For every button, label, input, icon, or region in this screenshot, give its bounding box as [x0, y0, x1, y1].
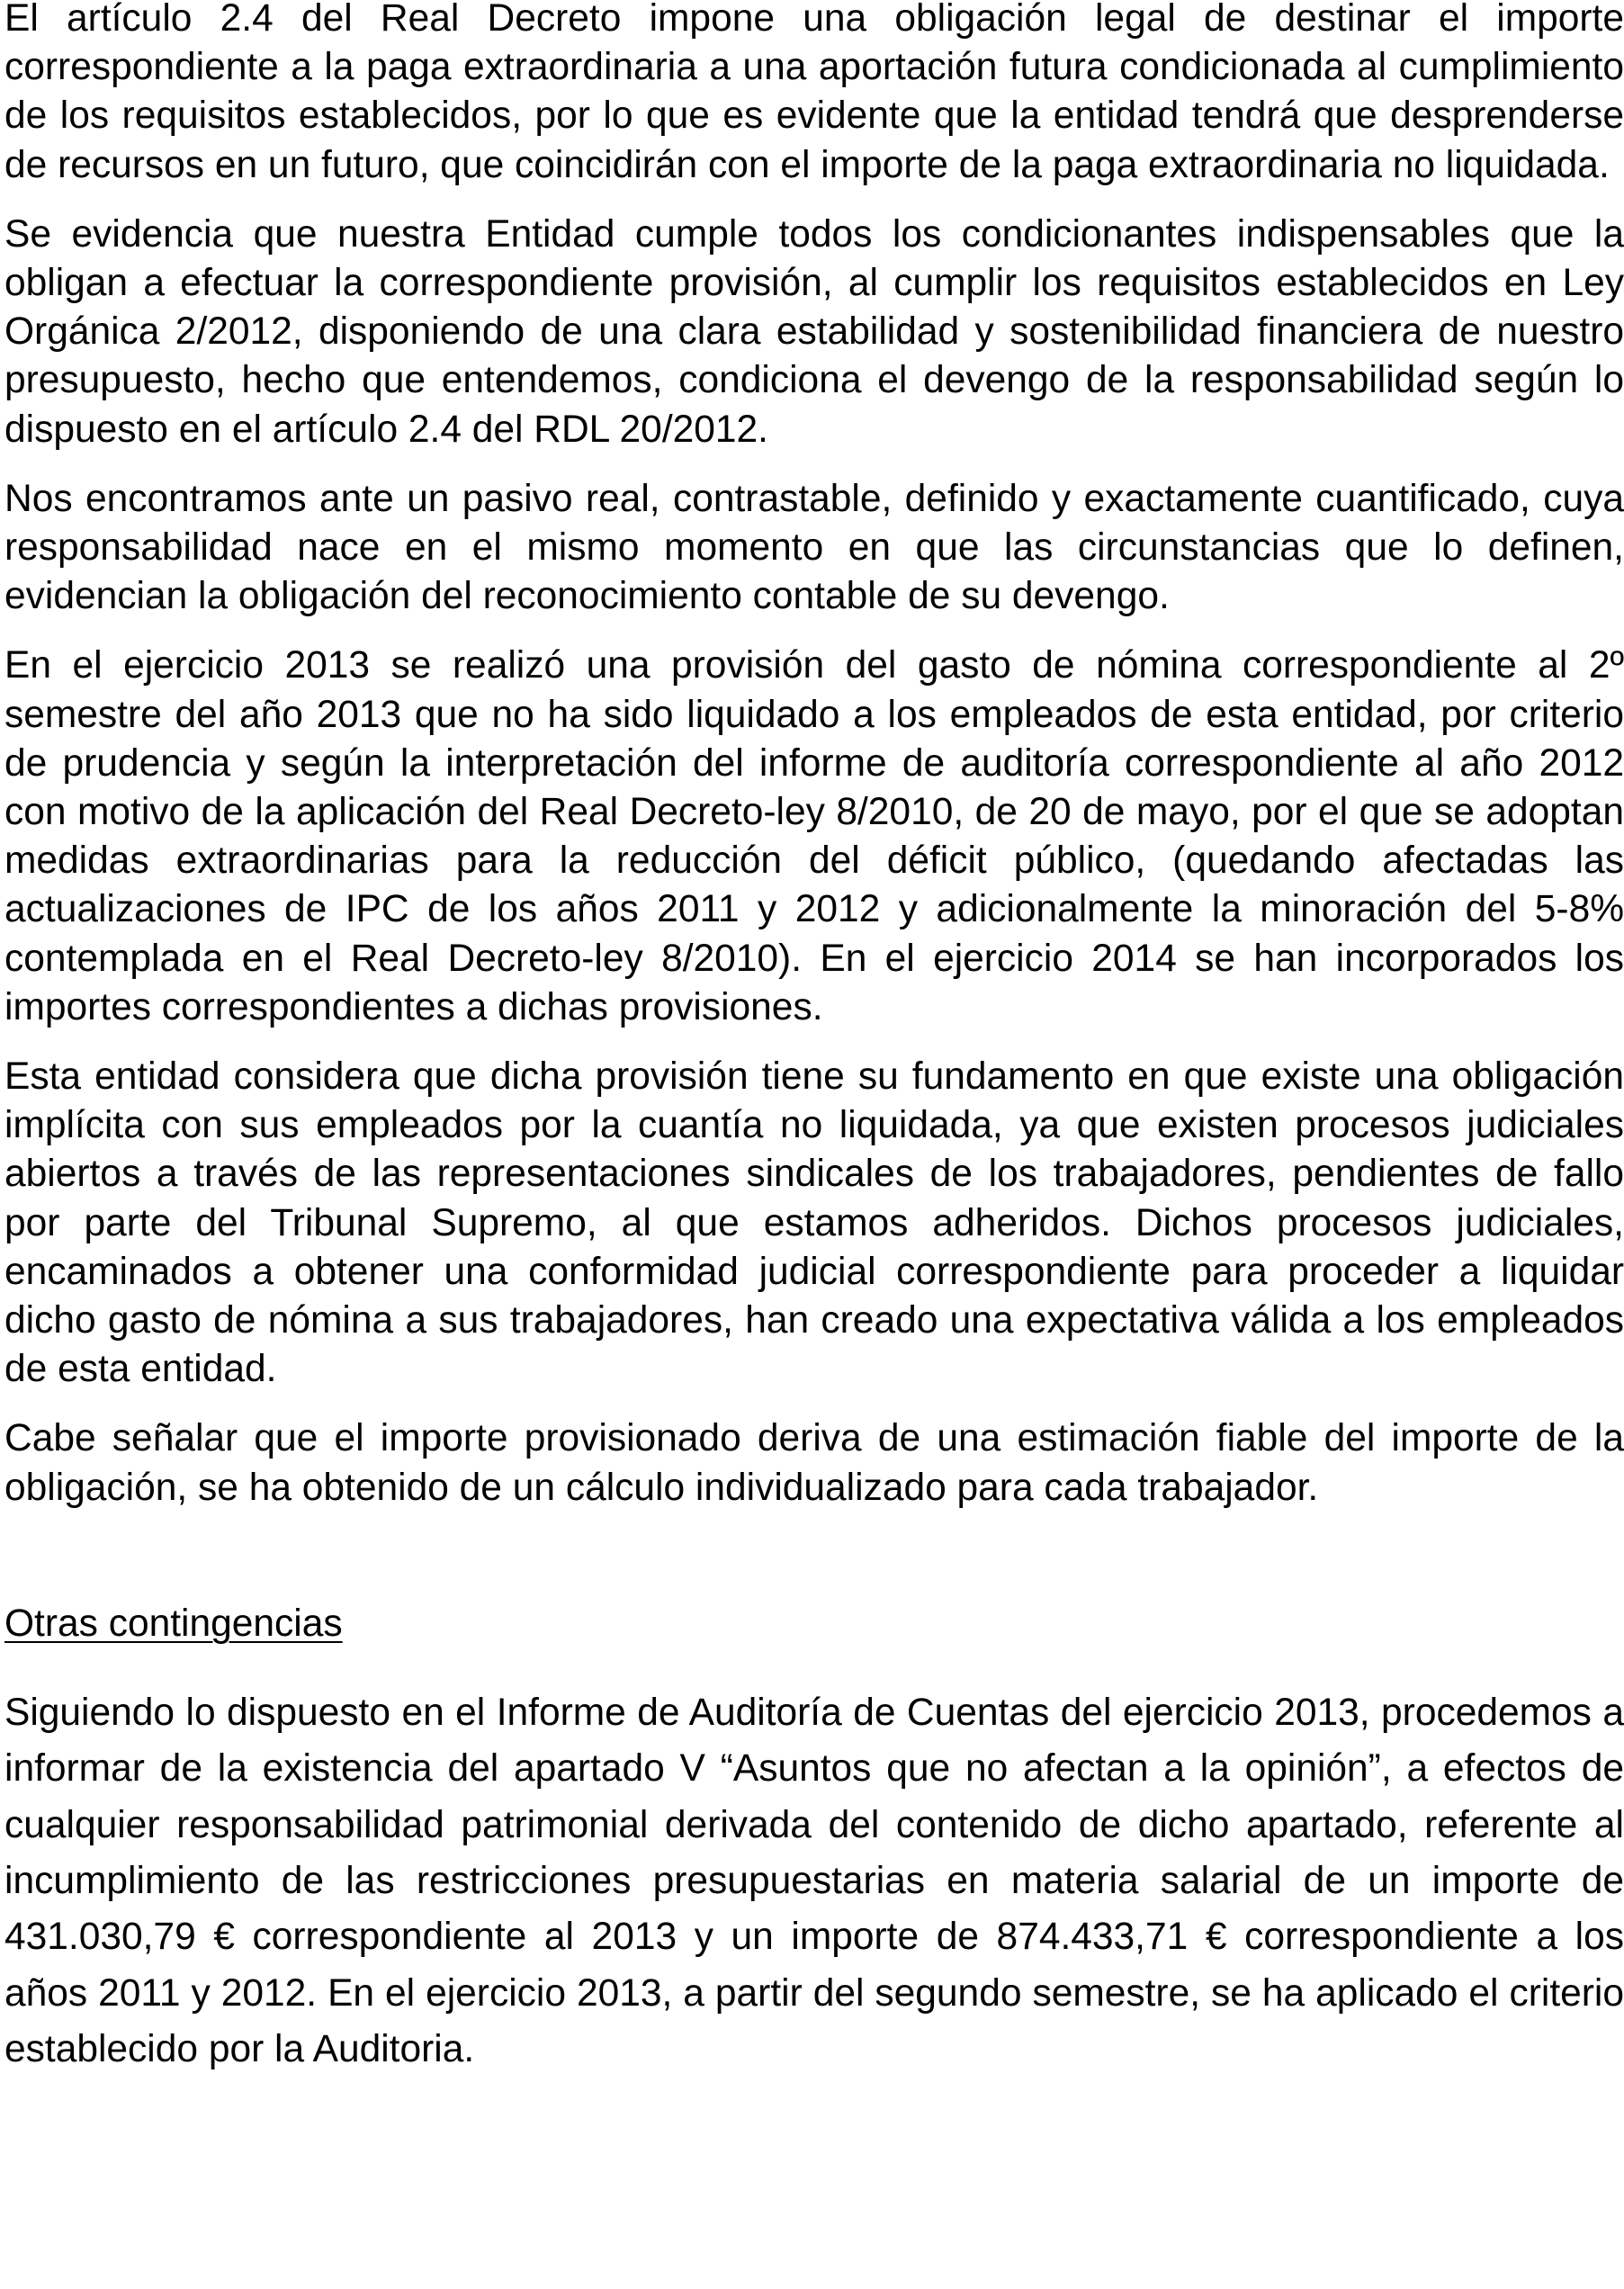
document-page	[4, 0, 1624, 2078]
paragraph-pasivo-real: Nos encontramos ante un pasivo real, contrastable, definido y exactamente cuantificado, cuya responsabilidad nace en el mismo momento en que las circunstancias que lo definen, evidencian la obligación del reconocimiento contable de su devengo.	[4, 477, 1624, 618]
paragraph-cumplimiento-condicionantes: Se evidencia que nuestra Entidad cumple todos los condicionantes indispensables que la obligan a efectuar la correspondiente provisión, al cumplir los requisitos establecidos en Ley Orgánica 2/2012, disponiendo de una clara estabilidad y sostenibilidad financiera de nuestro presupuesto, hecho que entendemos, condiciona el devengo de la responsabilidad según lo dispuesto en el artículo 2.4 del RDL 20/2012.	[4, 212, 1624, 451]
paragraph-estimacion-fiable: Cabe señalar que el importe provisionado deriva de una estimación fiable del importe de la obligación, se ha obtenido de un cálculo individualizado para cada trabajador.	[4, 1417, 1624, 1509]
paragraph-paga-extraordinaria: El artículo 2.4 del Real Decreto impone una obligación legal de destinar el importe correspondiente a la paga extraordinaria a una aportación futura condicionada al cumplimiento de los requisitos establecidos, por lo que es evidente que la entidad tendrá que desprenderse de recursos en un futuro, que coincidirán con el importe de la paga extraordinaria no liquidada.	[4, 0, 1624, 186]
paragraph-provision-2013: En el ejercicio 2013 se realizó una provisión del gasto de nómina correspondiente al 2º semestre del año 2013 que no ha sido liquidado a los empleados de esta entidad, por criterio de prudencia y según la interpretación del informe de auditoría correspondiente al año 2012 con motivo de la aplicación del Real Decreto-ley 8/2010, de 20 de mayo, por el que se adoptan medidas extraordinarias para la reducción del déficit público, (quedando afectadas las actualizaciones de IPC de los años 2011 y 2012 y adicionalmente la minoración del 5-8% contemplada en el Real Decreto-ley 8/2010). En el ejercicio 2014 se han incorporados los importes correspondientes a dichas provisiones.	[4, 644, 1624, 1028]
paragraph-otras-contingencias: Siguiendo lo dispuesto en el Informe de Auditoría de Cuentas del ejercicio 2013, procedemos a informar de la existencia del apartado V “Asuntos que no afectan a la opinión”, a efectos de cualquier responsabilidad patrimonial derivada del contenido de dicho apartado, referente al incumplimiento de las restricciones presupuestarias en materia salarial de un importe de 431.030,79 € correspondiente al 2013 y un importe de 874.433,71 € correspondiente a los años 2011 y 2012. En el ejercicio 2013, a partir del segundo semestre, se ha aplicado el criterio establecido por la Auditoria.	[4, 1692, 1624, 2070]
section-heading: Otras contingencias	[4, 1602, 343, 1645]
paragraph-obligacion-implicita: Esta entidad considera que dicha provisión tiene su fundamento en que existe una obligación implícita con sus empleados por la cuantía no liquidada, ya que existen procesos judiciales abiertos a través de las representaciones sindicales de los trabajadores, pendientes de fallo por parte del Tribunal Supremo, al que estamos adheridos. Dichos procesos judiciales, encaminados a obtener una conformidad judicial correspondiente para proceder a liquidar dicho gasto de nómina a sus trabajadores, han creado una expectativa válida a los empleados de esta entidad.	[4, 1055, 1624, 1391]
